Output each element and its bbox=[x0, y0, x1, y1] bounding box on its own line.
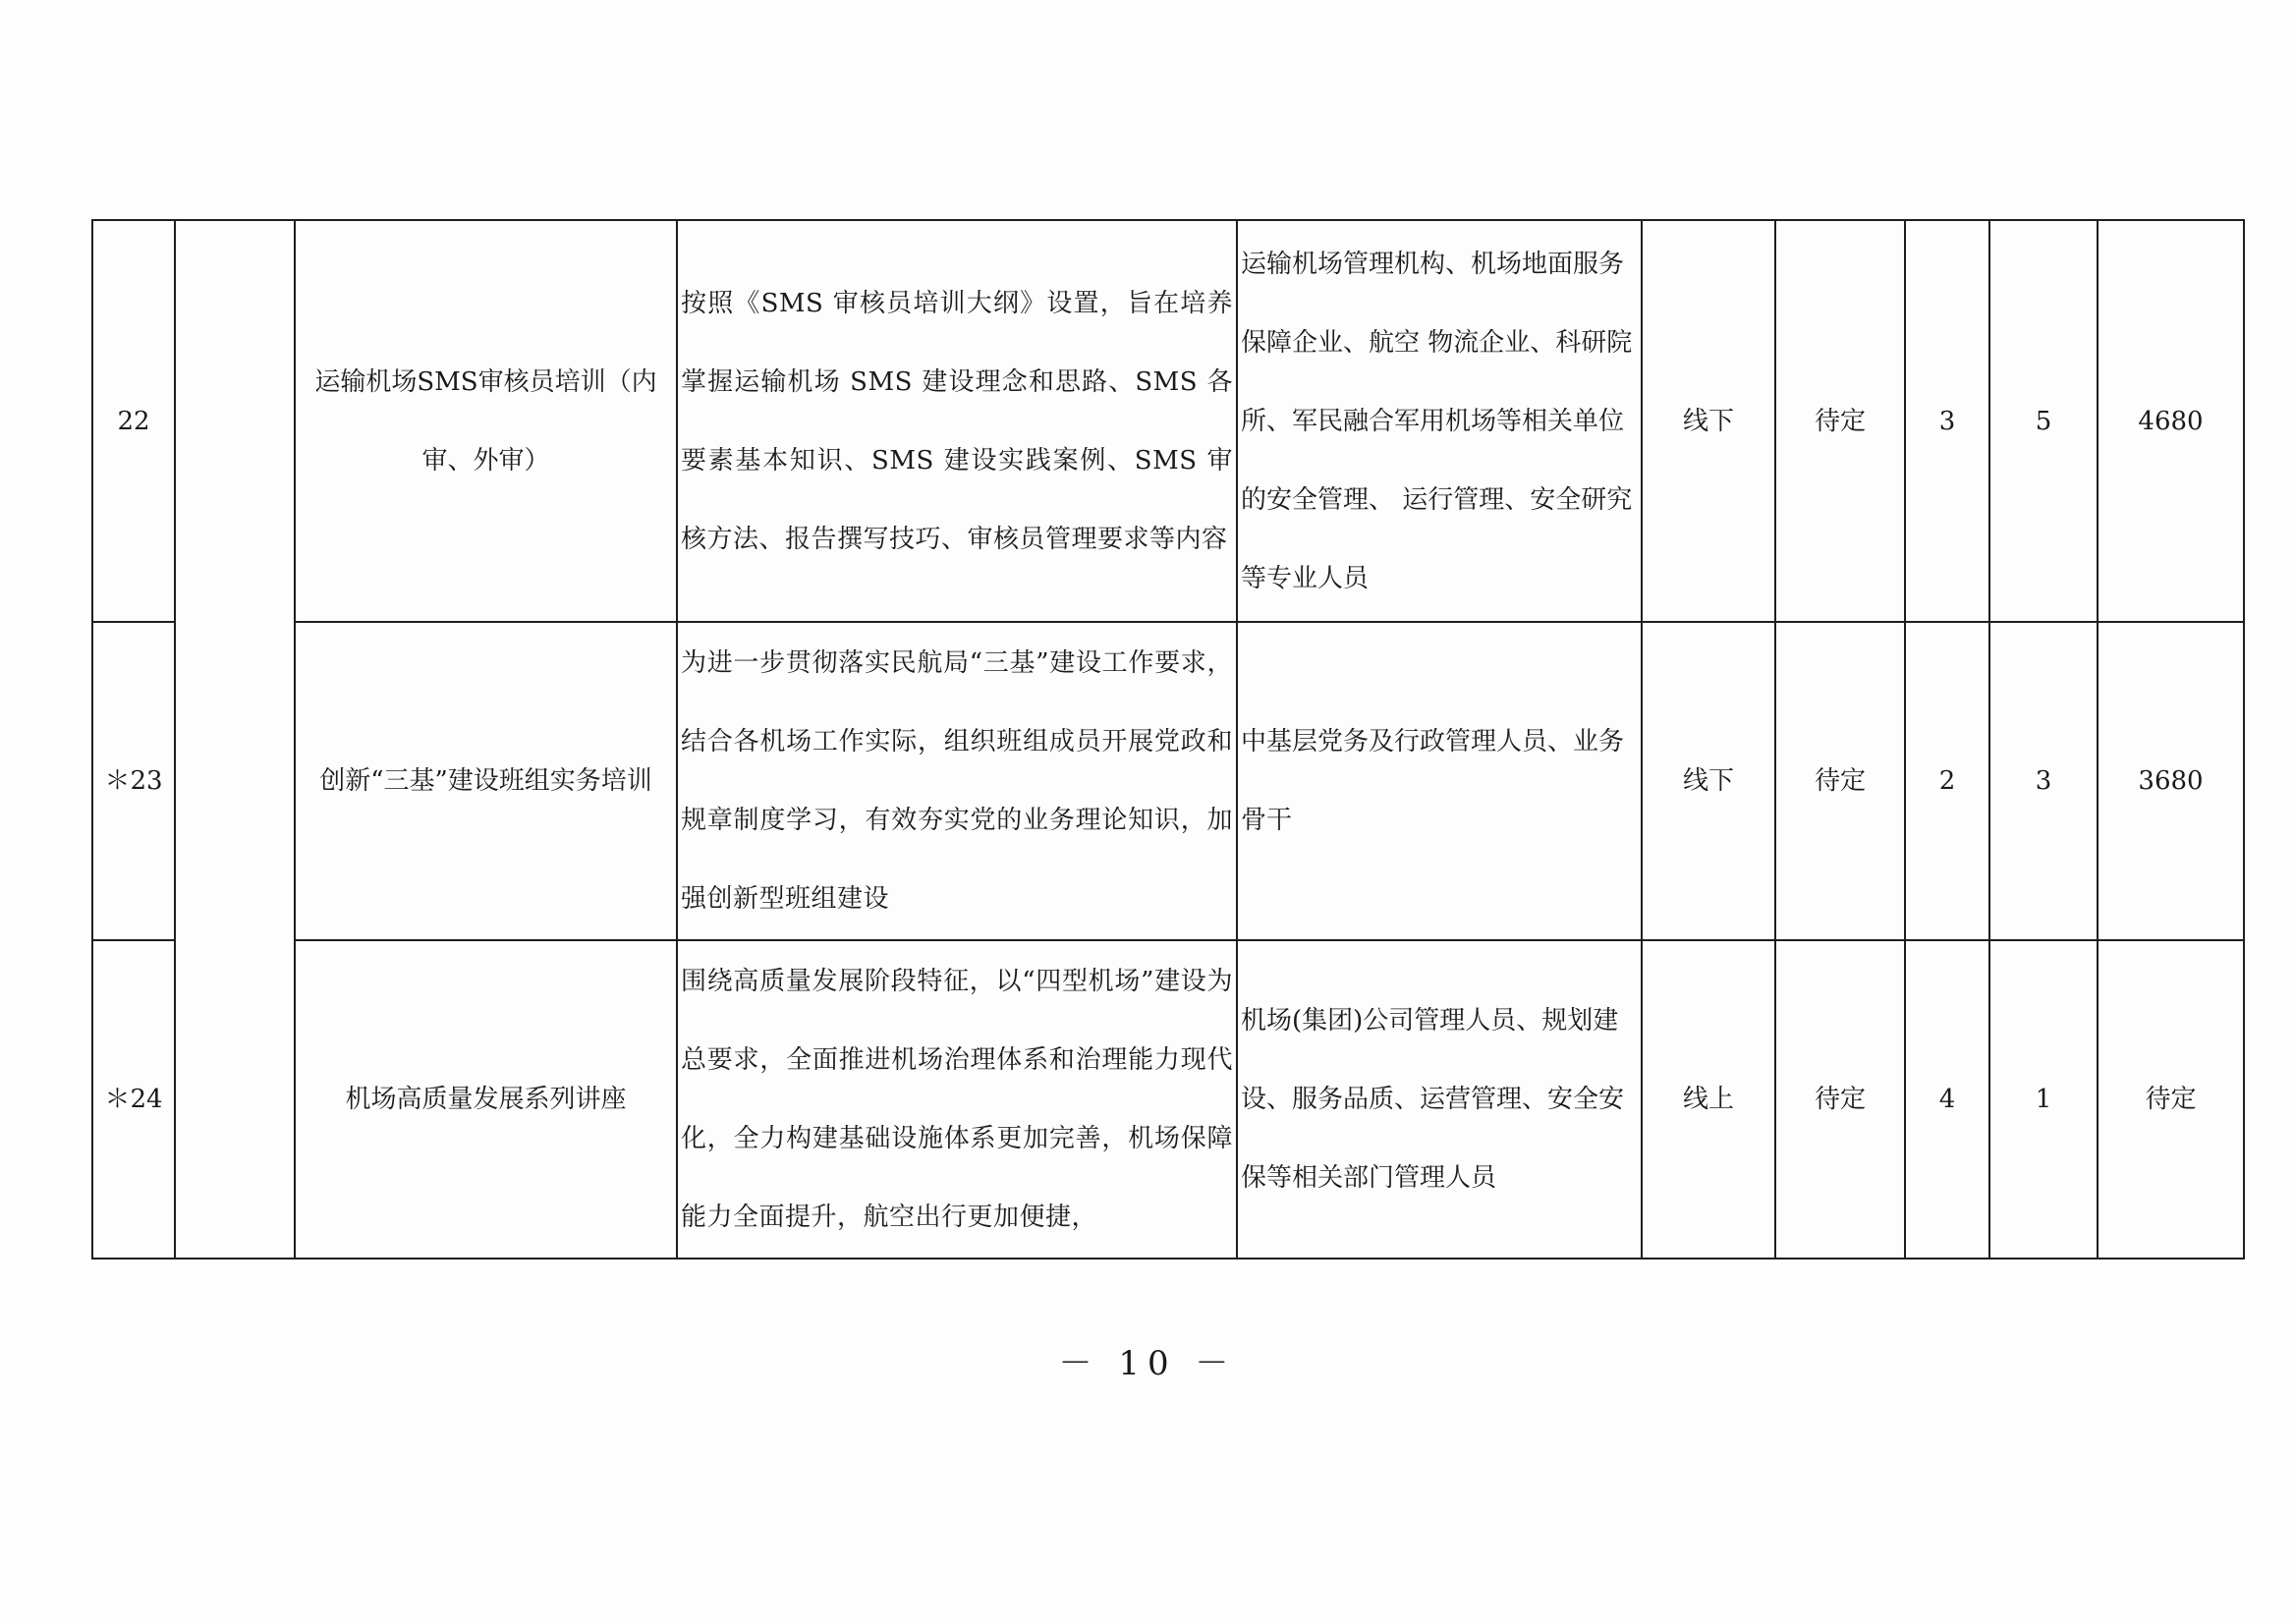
page-number: － 10 － bbox=[1058, 1344, 1237, 1383]
training-fee: 待定 bbox=[2098, 940, 2244, 1259]
training-days: 2 bbox=[1905, 622, 1989, 940]
session-count: 1 bbox=[1989, 940, 2098, 1259]
table-row bbox=[92, 220, 2244, 622]
training-fee: 4680 bbox=[2098, 220, 2244, 622]
training-days: 3 bbox=[1905, 220, 1989, 622]
course-name bbox=[295, 220, 677, 622]
target-audience-text: 运输机场管理机构、机场地面服务保障企业、航空 物流企业、科研院所、军民融合军用机场等相关单位的安全管理、 运行管理、安全研究等专业人员 bbox=[1241, 249, 1633, 593]
training-mode: 线下 bbox=[1642, 220, 1775, 622]
course-name-text: 机场高质量发展系列讲座 bbox=[345, 1085, 627, 1114]
table-row bbox=[92, 940, 2244, 1259]
training-mode: 线下 bbox=[1642, 622, 1775, 940]
target-audience-text: 中基层党务及行政管理人员、业务骨干 bbox=[1241, 727, 1625, 835]
course-content bbox=[677, 940, 1237, 1259]
row-number: ＊23 bbox=[92, 622, 175, 940]
course-content-text: 按照《SMS 审核员培训大纲》设置，旨在培养掌握运输机场 SMS 建设理念和思路、SMS 各要素基本知识、SMS 建设实践案例、SMS 审核方法、报告撰写技巧、审核员管理要求等内容 bbox=[681, 288, 1233, 554]
training-time: 待定 bbox=[1775, 220, 1905, 622]
course-content-text: 为进一步贯彻落实民航局“三基”建设工作要求，结合各机场工作实际，组织班组成员开展党政和规章制度学习，有效夯实党的业务理论知识，加强创新型班组建设 bbox=[681, 648, 1233, 914]
course-name-text: 运输机场SMS审核员培训（内审、外审） bbox=[314, 366, 657, 476]
target-audience bbox=[1237, 940, 1642, 1259]
session-count: 5 bbox=[1989, 220, 2098, 622]
course-content-text: 围绕高质量发展阶段特征，以“四型机场”建设为总要求，全面推进机场治理体系和治理能力现代化，全力构建基础设施体系更加完善，机场保障能力全面提升，航空出行更加便捷， bbox=[681, 967, 1233, 1232]
row-number: 22 bbox=[92, 220, 175, 622]
course-content bbox=[677, 622, 1237, 940]
training-mode: 线上 bbox=[1642, 940, 1775, 1259]
training-table bbox=[91, 219, 2245, 1260]
training-time: 待定 bbox=[1775, 940, 1905, 1259]
course-name bbox=[295, 940, 677, 1259]
target-audience bbox=[1237, 220, 1642, 622]
target-audience bbox=[1237, 622, 1642, 940]
course-name-text: 创新“三基”建设班组实务培训 bbox=[319, 766, 652, 796]
training-time: 待定 bbox=[1775, 622, 1905, 940]
training-days: 4 bbox=[1905, 940, 1989, 1259]
session-count: 3 bbox=[1989, 622, 2098, 940]
category-cell bbox=[175, 220, 295, 1259]
target-audience-text: 机场(集团)公司管理人员、规划建设、服务品质、运营管理、安全安保等相关部门管理人员 bbox=[1241, 1006, 1625, 1193]
row-number: ＊24 bbox=[92, 940, 175, 1259]
course-content bbox=[677, 220, 1237, 622]
course-name bbox=[295, 622, 677, 940]
table-row bbox=[92, 622, 2244, 940]
training-fee: 3680 bbox=[2098, 622, 2244, 940]
